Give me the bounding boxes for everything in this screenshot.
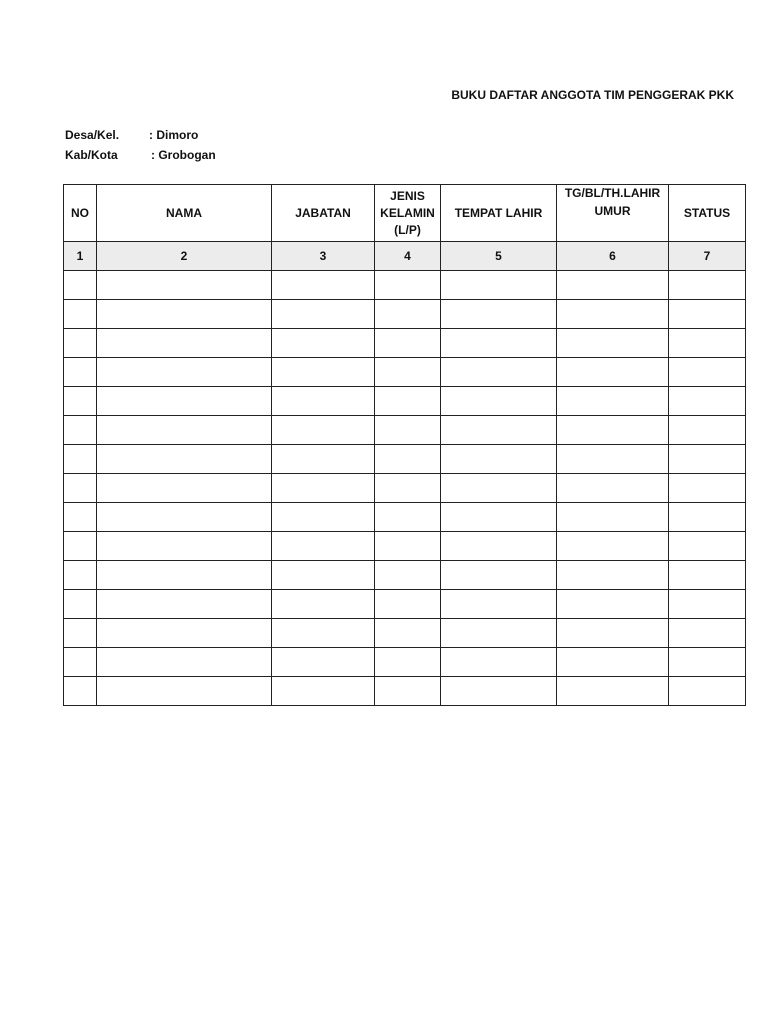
header-tgl-lahir-umur [557, 185, 669, 242]
header-no: NO [64, 185, 97, 242]
header-tgl-lahir: TG/BL/TH.LAHIR [564, 186, 661, 200]
table-cell[interactable] [441, 590, 557, 619]
table-cell[interactable] [64, 445, 97, 474]
table-cell[interactable] [441, 677, 557, 706]
table-cell[interactable] [375, 445, 441, 474]
table-cell[interactable] [441, 474, 557, 503]
table-cell[interactable] [557, 590, 669, 619]
header-jenis-kelamin [375, 185, 441, 242]
table-cell[interactable] [557, 561, 669, 590]
table-row [64, 532, 746, 561]
table-cell[interactable] [375, 474, 441, 503]
header-jenis-kelamin-line-3: (L/P) [394, 222, 421, 237]
table-cell[interactable] [64, 648, 97, 677]
table-cell[interactable] [375, 271, 441, 300]
table-cell[interactable] [272, 619, 375, 648]
kab-value: : Grobogan [151, 148, 216, 162]
table-cell[interactable] [557, 677, 669, 706]
table-cell[interactable] [375, 329, 441, 358]
table-cell[interactable] [441, 445, 557, 474]
desa-field [65, 128, 198, 142]
header-tempat-lahir: TEMPAT LAHIR [441, 185, 557, 242]
desa-label: Desa/Kel. [65, 128, 120, 142]
table-cell[interactable] [272, 445, 375, 474]
table-cell[interactable] [64, 329, 97, 358]
table-cell[interactable] [64, 416, 97, 445]
table-cell[interactable] [669, 271, 746, 300]
table-cell[interactable] [272, 329, 375, 358]
table-cell[interactable] [441, 416, 557, 445]
table-cell[interactable] [97, 532, 272, 561]
table-cell[interactable] [557, 445, 669, 474]
table-cell[interactable] [375, 590, 441, 619]
table-cell[interactable] [272, 561, 375, 590]
table-cell[interactable] [97, 619, 272, 648]
table-row [64, 271, 746, 300]
table-row [64, 619, 746, 648]
table-cell[interactable] [272, 271, 375, 300]
header-nama: NAMA [97, 185, 272, 242]
table-cell[interactable] [441, 619, 557, 648]
table-cell[interactable] [272, 677, 375, 706]
table-cell[interactable] [272, 503, 375, 532]
table-cell[interactable] [669, 532, 746, 561]
table-row [64, 387, 746, 416]
table-cell[interactable] [272, 532, 375, 561]
table-cell[interactable] [97, 590, 272, 619]
header-row [64, 185, 746, 242]
table-cell[interactable] [64, 619, 97, 648]
table-cell[interactable] [375, 561, 441, 590]
table-cell[interactable] [272, 358, 375, 387]
table-row [64, 445, 746, 474]
header-jabatan: JABATAN [272, 185, 375, 242]
table-cell[interactable] [557, 532, 669, 561]
table-cell[interactable] [375, 387, 441, 416]
table-cell[interactable] [441, 532, 557, 561]
table-cell[interactable] [669, 590, 746, 619]
table-cell[interactable] [64, 503, 97, 532]
table-cell[interactable] [97, 271, 272, 300]
table-cell[interactable] [64, 358, 97, 387]
table-cell[interactable] [669, 358, 746, 387]
table-cell[interactable] [375, 358, 441, 387]
table-cell[interactable] [557, 271, 669, 300]
table-cell[interactable] [97, 677, 272, 706]
table-cell[interactable] [97, 358, 272, 387]
table-cell[interactable] [669, 445, 746, 474]
table-cell[interactable] [669, 561, 746, 590]
table-cell[interactable] [375, 416, 441, 445]
table-cell[interactable] [375, 532, 441, 561]
column-number: 7 [669, 242, 746, 271]
table-row [64, 677, 746, 706]
table-row [64, 416, 746, 445]
table-cell[interactable] [441, 648, 557, 677]
table-cell[interactable] [272, 387, 375, 416]
table-cell[interactable] [669, 503, 746, 532]
table-cell[interactable] [272, 474, 375, 503]
table-cell[interactable] [375, 648, 441, 677]
table-cell[interactable] [97, 474, 272, 503]
column-number: 3 [272, 242, 375, 271]
table-cell[interactable] [64, 590, 97, 619]
table-cell[interactable] [669, 677, 746, 706]
header-jenis-kelamin-line-2: KELAMIN [380, 205, 435, 220]
table-cell[interactable] [557, 648, 669, 677]
column-number: 1 [64, 242, 97, 271]
table-row [64, 358, 746, 387]
column-number: 5 [441, 242, 557, 271]
table-row [64, 474, 746, 503]
table-cell[interactable] [669, 648, 746, 677]
member-register-table [63, 184, 746, 706]
table-cell[interactable] [375, 300, 441, 329]
column-number: 4 [375, 242, 441, 271]
table-cell[interactable] [64, 474, 97, 503]
table-cell[interactable] [64, 677, 97, 706]
table-cell[interactable] [557, 416, 669, 445]
column-number-row [64, 242, 746, 271]
table-cell[interactable] [441, 561, 557, 590]
table-cell[interactable] [64, 271, 97, 300]
column-number: 6 [557, 242, 669, 271]
table-cell[interactable] [272, 648, 375, 677]
table-cell[interactable] [97, 503, 272, 532]
kab-label: Kab/Kota [65, 148, 118, 162]
table-cell[interactable] [669, 619, 746, 648]
table-cell[interactable] [557, 329, 669, 358]
table-cell[interactable] [669, 416, 746, 445]
table-cell[interactable] [441, 271, 557, 300]
table-cell[interactable] [375, 619, 441, 648]
table-cell[interactable] [557, 300, 669, 329]
table-cell[interactable] [441, 503, 557, 532]
table-cell[interactable] [97, 300, 272, 329]
table-cell[interactable] [557, 387, 669, 416]
table-cell[interactable] [557, 503, 669, 532]
desa-value: : Dimoro [149, 128, 199, 142]
kab-field [65, 148, 216, 162]
table-cell[interactable] [375, 503, 441, 532]
table-cell[interactable] [64, 561, 97, 590]
table-cell[interactable] [669, 300, 746, 329]
table-row [64, 300, 746, 329]
table-cell[interactable] [97, 416, 272, 445]
table-cell[interactable] [669, 387, 746, 416]
document-title: BUKU DAFTAR ANGGOTA TIM PENGGERAK PKK [451, 88, 734, 102]
table-cell[interactable] [97, 445, 272, 474]
table-cell[interactable] [557, 619, 669, 648]
table-cell[interactable] [441, 358, 557, 387]
table-cell[interactable] [669, 474, 746, 503]
table-row [64, 561, 746, 590]
table-cell[interactable] [97, 648, 272, 677]
table-cell[interactable] [64, 387, 97, 416]
table-cell[interactable] [669, 329, 746, 358]
table-cell[interactable] [272, 300, 375, 329]
table-row [64, 329, 746, 358]
table-row [64, 503, 746, 532]
table-row [64, 590, 746, 619]
table-cell[interactable] [64, 532, 97, 561]
table-cell[interactable] [441, 300, 557, 329]
table-cell[interactable] [64, 300, 97, 329]
table-cell[interactable] [557, 358, 669, 387]
table-row [64, 648, 746, 677]
table-cell[interactable] [97, 329, 272, 358]
table-cell[interactable] [97, 387, 272, 416]
table-cell[interactable] [441, 387, 557, 416]
table-cell[interactable] [272, 416, 375, 445]
header-status: STATUS [669, 185, 746, 242]
table-cell[interactable] [375, 677, 441, 706]
header-jenis-kelamin-line-1: JENIS [390, 188, 425, 203]
column-number: 2 [97, 242, 272, 271]
table-cell[interactable] [557, 474, 669, 503]
table-cell[interactable] [441, 329, 557, 358]
table-cell[interactable] [97, 561, 272, 590]
table-cell[interactable] [272, 590, 375, 619]
header-umur: UMUR [594, 204, 631, 218]
